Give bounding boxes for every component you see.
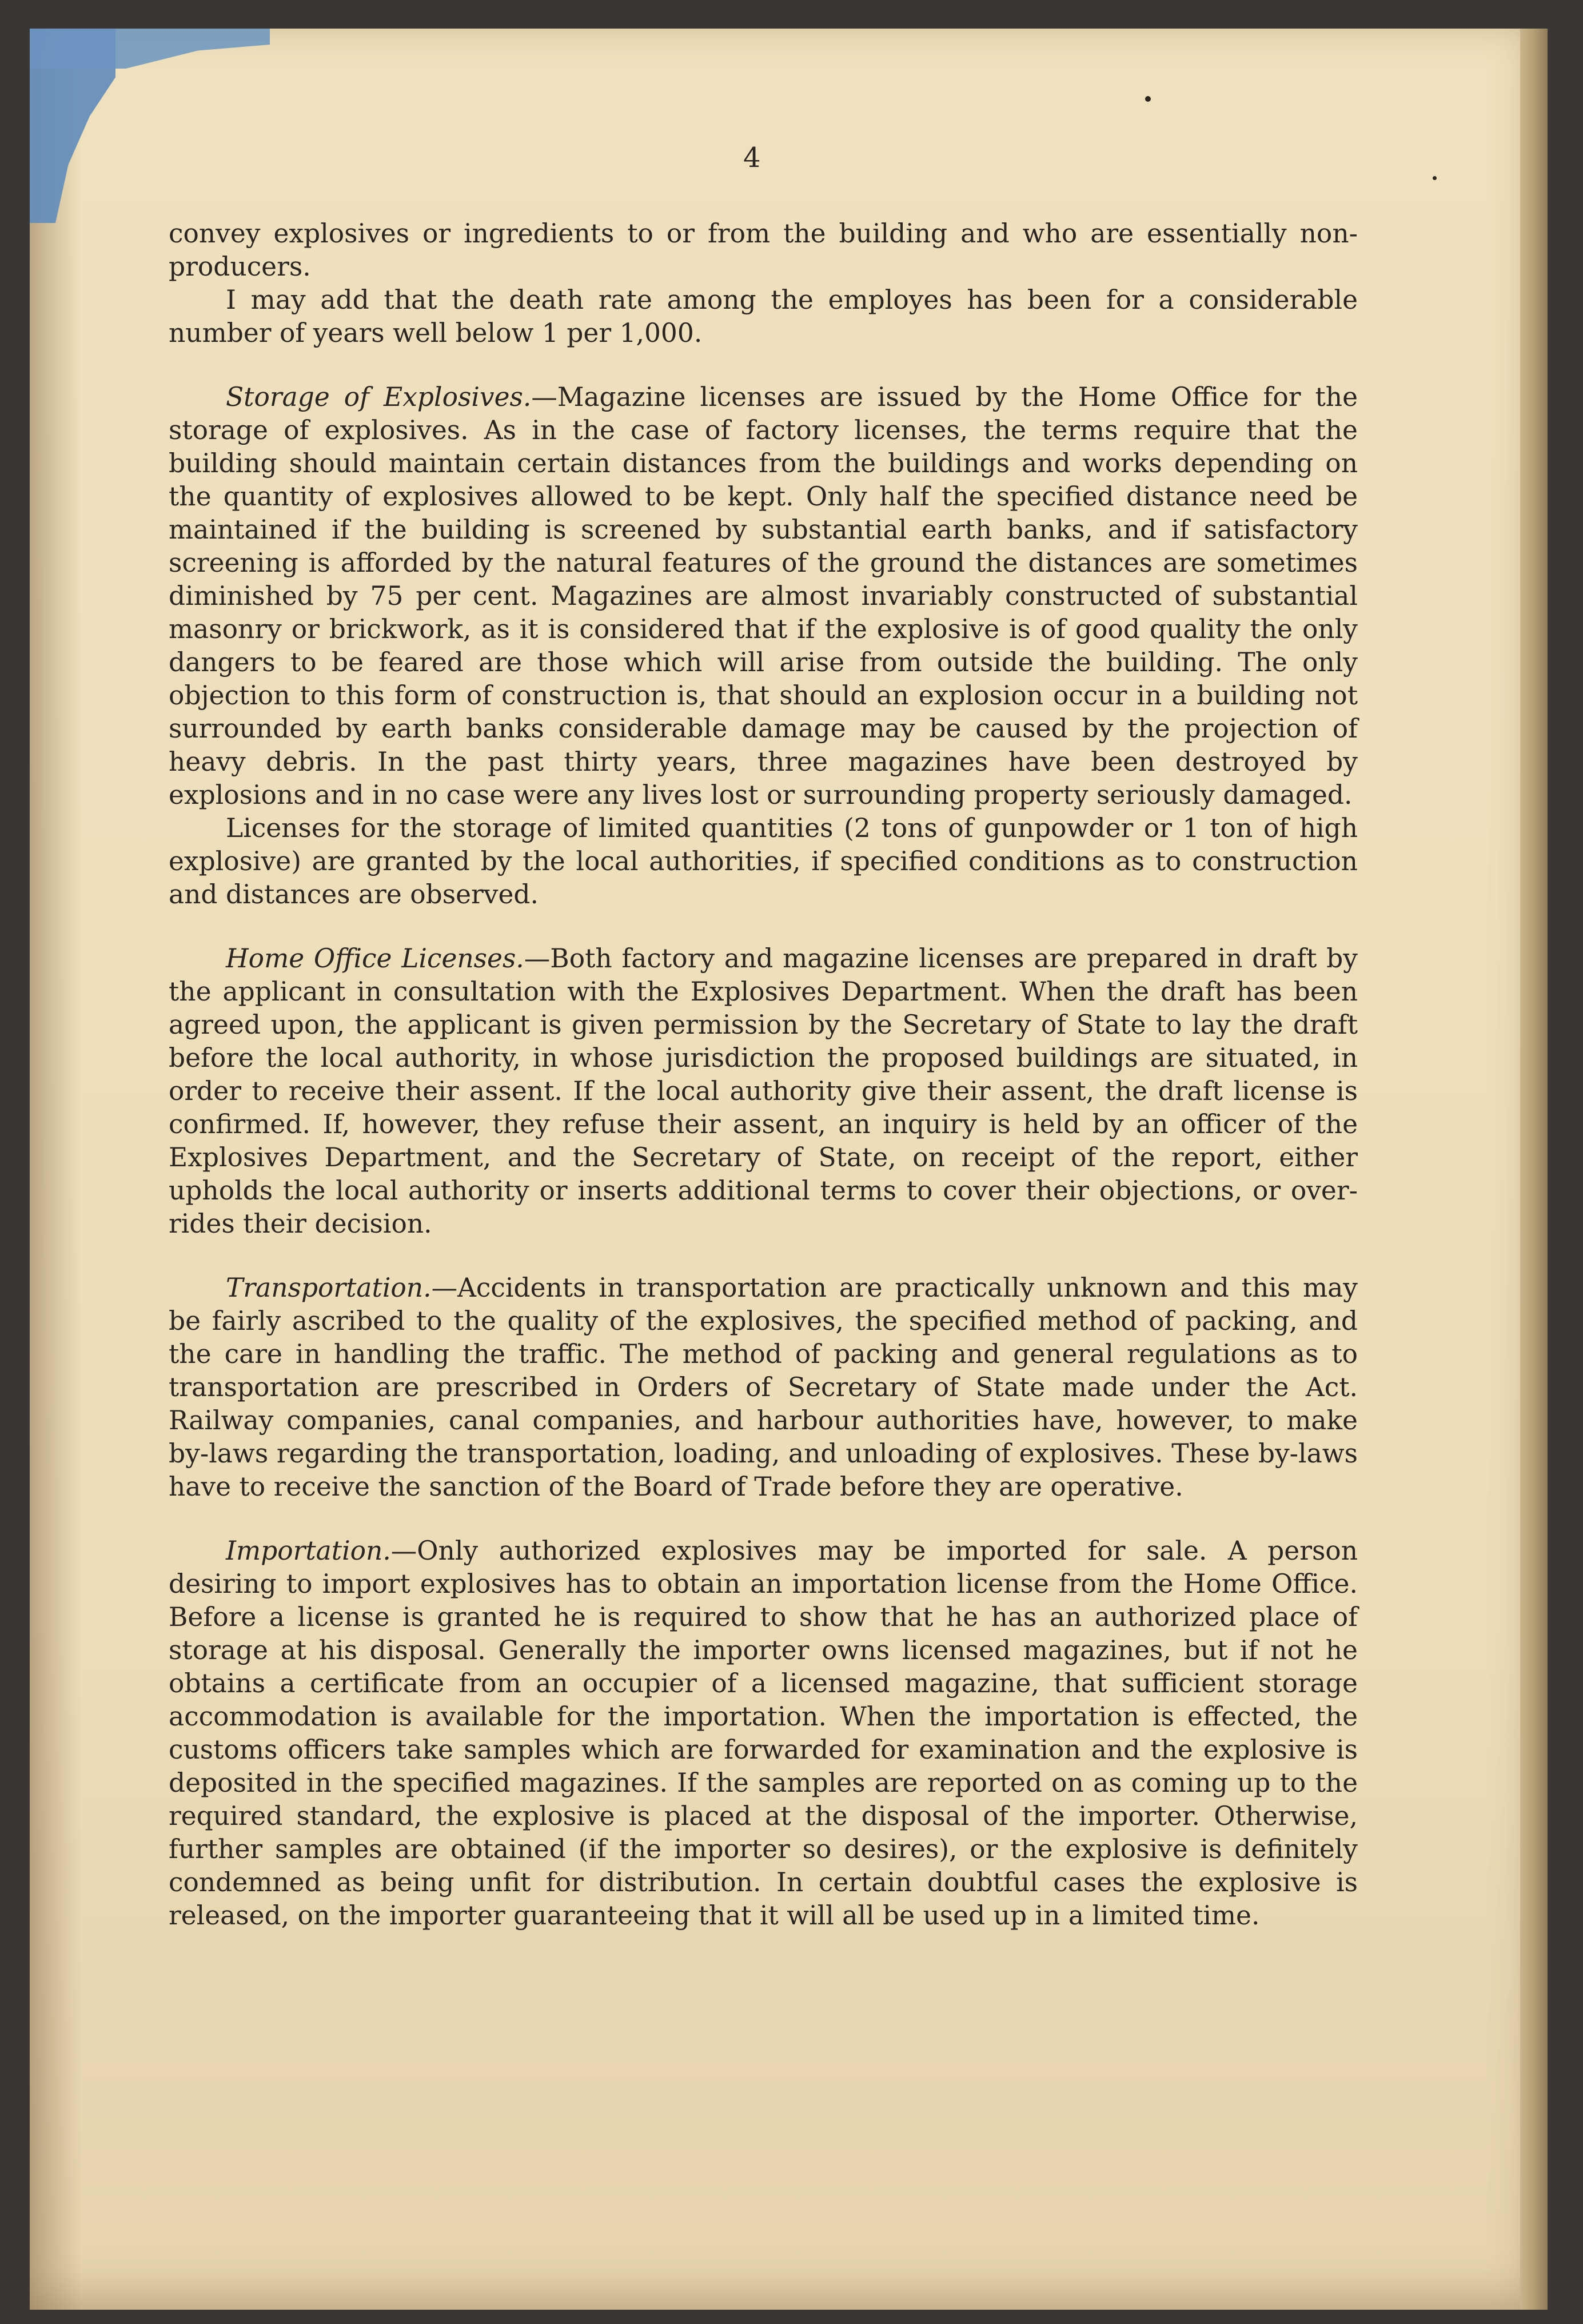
paragraph: [169, 812, 1358, 911]
page-number: 4: [743, 142, 761, 174]
speck: [1433, 176, 1437, 180]
section-heading: Storage of Explosives.: [226, 382, 532, 412]
paragraph-text: Licenses for the storage of limited quantities (2 tons of gunpowder or 1 ton of high explosive) are granted by the local authorities, if specified conditions as to construction and distances are observed.: [169, 813, 1358, 910]
section-importation: [169, 1534, 1358, 1932]
section-heading: Importation.: [226, 1536, 391, 1566]
body-text: [169, 217, 1358, 1932]
section-transportation: [169, 1271, 1358, 1504]
section-heading: Home Office Licenses.: [226, 943, 524, 974]
section-storage: [169, 381, 1358, 812]
blue-tape-strip: [30, 29, 270, 69]
section-home-office-licenses: [169, 942, 1358, 1241]
paragraph: [169, 284, 1358, 350]
paragraph-text: —Accidents in transportation are practically unknown and this may be fairly ascribed to the quality of the explosives, the specified method of packing, and the care in handling the traffic. The method of packing and general regulations as to transportation are prescribed in Orders of Secretary of State made under the Act. Railway companies, canal companies, and harbour authorities have, however, to make by-laws regarding the transportation, loading, and unloading of explosives. These by-laws have to receive the sanction of the Board of Trade before they are operative.: [169, 1273, 1358, 1502]
paragraph: [169, 217, 1358, 284]
paragraph-text: I may add that the death rate among the employes has been for a considerable number of years well below 1 per 1,000.: [169, 285, 1358, 348]
speck: [1145, 96, 1151, 102]
paragraph-text: —Both factory and magazine licenses are prepared in draft by the applicant in consultation with the Explosives Department. When the draft has been agreed upon, the applicant is given permission by the Secretary of State to lay the draft before the local authority, in whose jurisdiction the proposed buildings are situated, in order to receive their assent. If the local authority give their assent, the draft license is confirmed. If, however, they refuse their assent, an inquiry is held by an officer of the Explosives Department, and the Secretary of State, on receipt of the report, either upholds the local authority or inserts additional terms to cover their objections, or over-rides their decision.: [169, 943, 1358, 1239]
spine-shadow: [30, 29, 81, 2310]
paragraph-text: —Magazine licenses are issued by the Home Office for the storage of explosives. As in the case of factory licenses, the terms require that the building should maintain certain distances from the buildings and works depending on the quantity of explosives allowed to be kept. Only half the specified distance need be maintained if the building is screened by substantial earth banks, and if satisfactory screening is afforded by the natural features of the ground the distances are sometimes diminished by 75 per cent. Magazines are almost invariably constructed of substantial masonry or brickwork, as it is considered that if the explosive is of good quality the only dangers to be feared are those which will arise from outside the building. The only objection to this form of construction is, that should an explosion occur in a building not surrounded by earth banks considerable damage may be caused by the projection of heavy debris. In the past thirty years, three magazines have been destroyed by explosions and in no case were any lives lost or surrounding property seriously damaged.: [169, 382, 1358, 810]
page-edge: [1520, 29, 1548, 2310]
section-heading: Transportation.: [226, 1273, 432, 1303]
paragraph-text: —Only authorized explosives may be imported for sale. A person desiring to import explosives has to obtain an importation license from the Home Office. Before a license is granted he is required to show that he has an authorized place of storage at his disposal. Generally the importer owns licensed magazines, but if not he obtains a certificate from an occupier of a licensed magazine, that sufficient storage accommodation is available for the importation. When the importation is effected, the customs officers take samples which are forwarded for examination and the explosive is deposited in the specified magazines. If the samples are reported on as coming up to the required standard, the explosive is placed at the disposal of the importer. Otherwise, further samples are obtained (if the importer so desires), or the explosive is definitely condemned as being unfit for distribution. In certain doubtful cases the explosive is released, on the importer guaranteeing that it will all be used up in a limited time.: [169, 1536, 1358, 1931]
paragraph-text: convey explosives or ingredients to or from the building and who are essentially non-producers.: [169, 218, 1358, 282]
